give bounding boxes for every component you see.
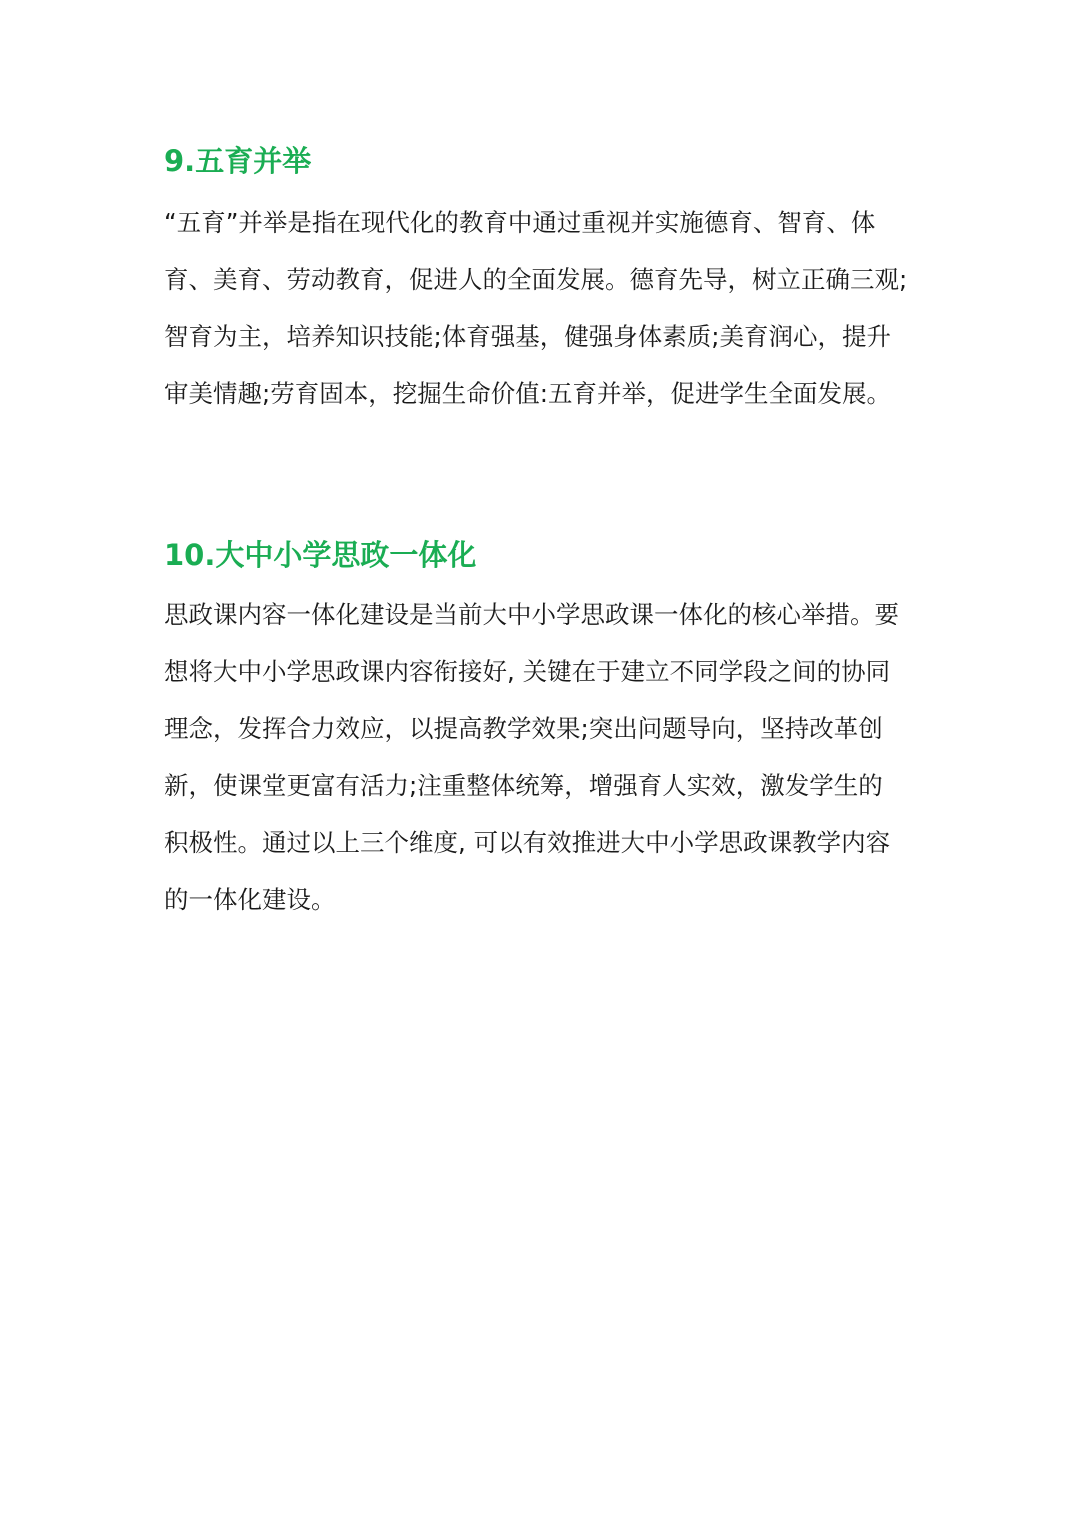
paragraph-line: 的一体化建设。: [164, 885, 336, 914]
section-paragraph: [164, 586, 922, 928]
section-paragraph: [164, 194, 922, 422]
paragraph-line: 思政课内容一体化建设是当前大中小学思政课一体化的核心举措。要: [164, 600, 899, 629]
section-heading: 10.大中小学思政一体化: [164, 538, 477, 572]
section-five-educations: [164, 138, 922, 422]
section-heading: 9.五育并举: [164, 144, 312, 178]
paragraph-line: 审美情趣;劳育固本，挖掘生命价值:五育并举，促进学生全面发展。: [164, 379, 892, 408]
section-ideological-integration: [164, 532, 922, 928]
paragraph-line: 想将大中小学思政课内容衔接好, 关键在于建立不同学段之间的协同: [164, 657, 891, 686]
paragraph-line: 积极性。通过以上三个维度, 可以有效推进大中小学思政课教学内容: [164, 828, 891, 857]
paragraph-line: 新，使课堂更富有活力;注重整体统筹，增强育人实效，激发学生的: [164, 771, 883, 800]
paragraph-line: 理念，发挥合力效应，以提高教学效果;突出问题导向，坚持改革创: [164, 714, 883, 743]
paragraph-line: “五育”并举是指在现代化的教育中通过重视并实施德育、智育、体: [164, 208, 876, 237]
paragraph-line: 育、美育、劳动教育，促进人的全面发展。德育先导，树立正确三观;: [164, 265, 908, 294]
paragraph-line: 智育为主，培养知识技能;体育强基，健强身体素质;美育润心，提升: [164, 322, 892, 351]
